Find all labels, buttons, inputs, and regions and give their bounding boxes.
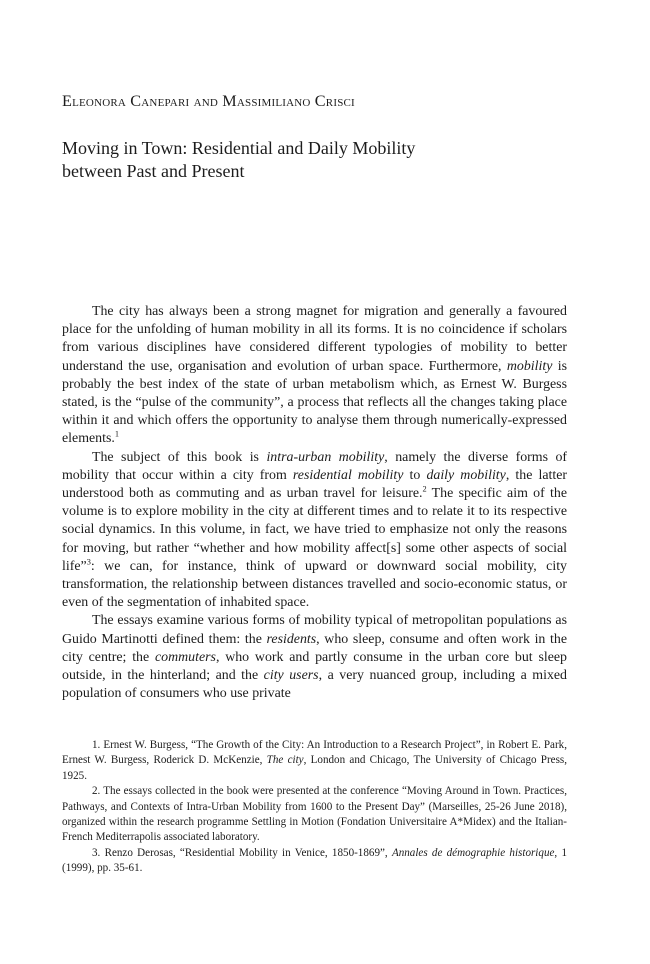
text-run: , 1 (1999), pp. 35-61. [62,846,567,875]
body-text [62,303,567,703]
footnote-1 [62,738,567,784]
title-line-2: between Past and Present [62,161,245,181]
italic-title: The city [266,754,304,767]
italic-term: commuters [154,649,216,665]
text-run: The city has always been a strong magnet for migration and generally a favoured place for the unfolding of human mobility in all its forms. It is no coincidence if scholars from various disciplines have considered different typologies of mobility to better understand the use, organisation and evolution of urban space. Furthermore, [62,304,567,374]
italic-term: daily mobility [426,467,506,483]
footnote-3 [62,846,567,877]
text-run: is probably the best index of the state of urban metabolism which, as Ernest W. Burgess stated, is the “pulse of the community”, a process that reflects all the changes taking place within it and which offers the opportunity to analyse them through numerically-expressed elements. [62,358,567,447]
italic-term: intra-urban mobility [266,449,385,465]
text-run: , London and Chicago, The University of Chicago Press, 1925. [62,754,567,782]
footnote-ref: 2 [422,484,427,494]
italic-term: residential mobility [292,467,404,483]
body-paragraph-3 [62,612,567,703]
footnote-2: 2. The essays collected in the book were presented at the conference “Moving Around in Town. Practices, Pathways, and Contexts of Intra-Urban Mobility from 1600 to the Present Day” (Marseilles, 25-26 June 2018), organized within the research programme Settling in Motion (Fondation Universitaire A*Midex) and the Italian-French Mediterrapolis associated laboratory. [62,785,567,844]
chapter-title [62,137,582,183]
footnotes [62,738,567,877]
text-run: The specific aim of the volume is to explore mobility in the city at different times and to relate it to its respective social dynamics. In this volume, in fact, we have tried to emphasize not only the reasons for moving, but rather “whether and how mobility affect[s] some other aspects of social life” [62,486,568,574]
text-run: : we can, for instance, think of upward or downward social mobility, city transformation, the relationship between distances travelled and socio-economic status, or even of the segmentation of inhabited space. [62,558,567,611]
italic-term: residents [266,631,317,647]
text-run: 1. Ernest W. Burgess, “The Growth of the City: An Introduction to a Research Project”, in Robert E. Park, Ernest W. Burgess, Roderick D. McKenzie, [62,739,567,767]
text-run: The subject of this book is [92,449,267,465]
italic-term: mobility [506,358,553,374]
body-paragraph-1 [62,303,567,449]
text-run: 3. Renzo Derosas, “Residential Mobility in Venice, 1850-1869”, [92,846,392,859]
chapter-authors: Eleonora Canepari and Massimiliano Crisci [62,92,355,110]
italic-term: city users [263,668,319,684]
body-paragraph-2 [62,449,567,613]
text-run: , a very nuanced group, including a mixed population of consumers who use private [62,668,568,702]
footnote-ref: 1 [114,429,120,439]
text-run: to [403,467,427,483]
footnote-ref: 3 [86,557,91,567]
text-run: , the latter understood both as commuting and as urban travel for leisure. [62,467,568,502]
text-run: , who sleep, consume and often work in the city centre; the [62,631,567,665]
text-run: , who work and partly consume in the urban core but sleep outside, in the hinterland; and the [62,649,567,684]
italic-title: Annales de démographie historique [391,846,555,859]
title-line-1: Moving in Town: Residential and Daily Mobility [62,138,416,158]
text-run: , namely the diverse forms of mobility that occur within a city from [62,449,568,483]
text-run: The essays examine various forms of mobility typical of metropolitan populations as Guido Martinotti defined them: the [62,613,567,647]
